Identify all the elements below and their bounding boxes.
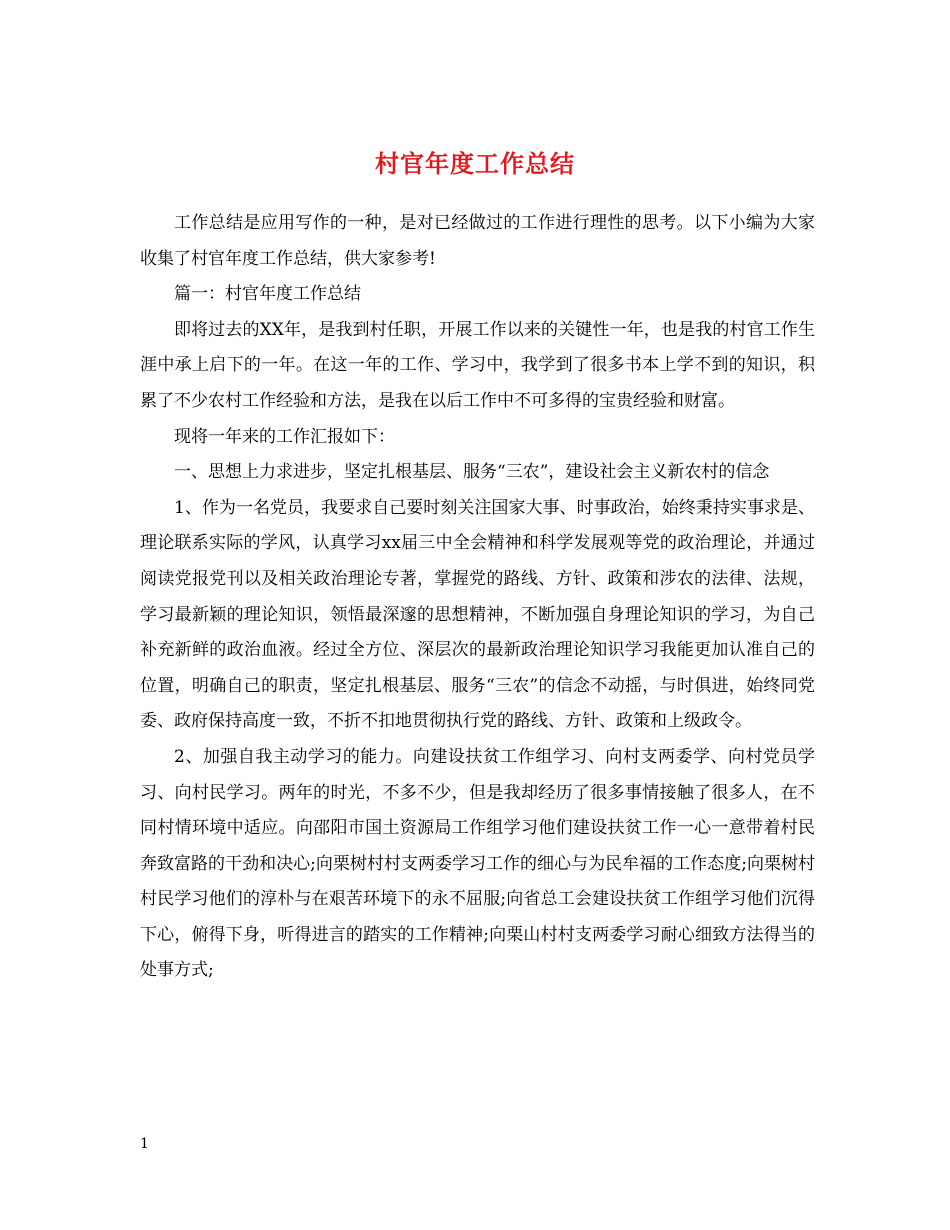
paragraph-item-one: 1、作为一名党员，我要求自己要时刻关注国家大事、时事政治，始终秉持实事求是、理论联系实际的学风，认真学习xx届三中全会精神和科学发展观等党的政治理论，并通过阅读党报党刊以及相关政治理论专著，掌握党的路线、方针、政策和涉农的法律、法规，学习最新颖的理论知识，领悟最深邃的思想精神，不断加强自身理论知识的学习，为自己补充新鲜的政治血液。经过全方位、深层次的最新政治理论知识学习我能更加认准自己的位置，明确自己的职责，坚定扎根基层、服务“三农”的信念不动摇，与时俱进，始终同党委、政府保持高度一致，不折不扣地贯彻执行党的路线、方针、政策和上级政令。 [140,497,815,732]
paragraph-intro: 工作总结是应用写作的一种，是对已经做过的工作进行理性的思考。以下小编为大家收集了村官年度工作总结，供大家参考! [140,213,815,269]
paragraph-opening: 即将过去的XX年，是我到村任职，开展工作以来的关键性一年，也是我的村官工作生涯中承上启下的一年。在这一年的工作、学习中，我学到了很多书本上学不到的知识，积累了不少农村工作经验和方法，是我在以后工作中不可多得的宝贵经验和财富。 [140,319,815,411]
document-title: 村官年度工作总结 [375,149,575,179]
paragraph-section-heading: 篇一：村官年度工作总结 [174,284,361,305]
document-body [140,206,815,989]
paragraph-item-two: 2、加强自我主动学习的能力。向建设扶贫工作组学习、向村支两委学、向村党员学习、向村民学习。两年的时光，不多不少，但是我却经历了很多事情接触了很多人，在不同村情环境中适应。向邵阳市国土资源局工作组学习他们建设扶贫工作一心一意带着村民奔致富路的干劲和决心;向栗树村村支两委学习工作的细心与为民牟福的工作态度;向栗树村村民学习他们的淳朴与在艰苦环境下的永不屈服;向省总工会建设扶贫工作组学习他们沉得下心，俯得下身，听得进言的踏实的工作精神;向栗山村村支两委学习耐心细致方法得当的处事方式; [140,746,815,981]
paragraph-heading-one: 一、思想上力求进步，坚定扎根基层、服务“三农”，建设社会主义新农村的信念 [174,462,770,483]
paragraph-report-intro: 现将一年来的工作汇报如下： [174,426,395,447]
page-number: 1 [140,1136,149,1152]
